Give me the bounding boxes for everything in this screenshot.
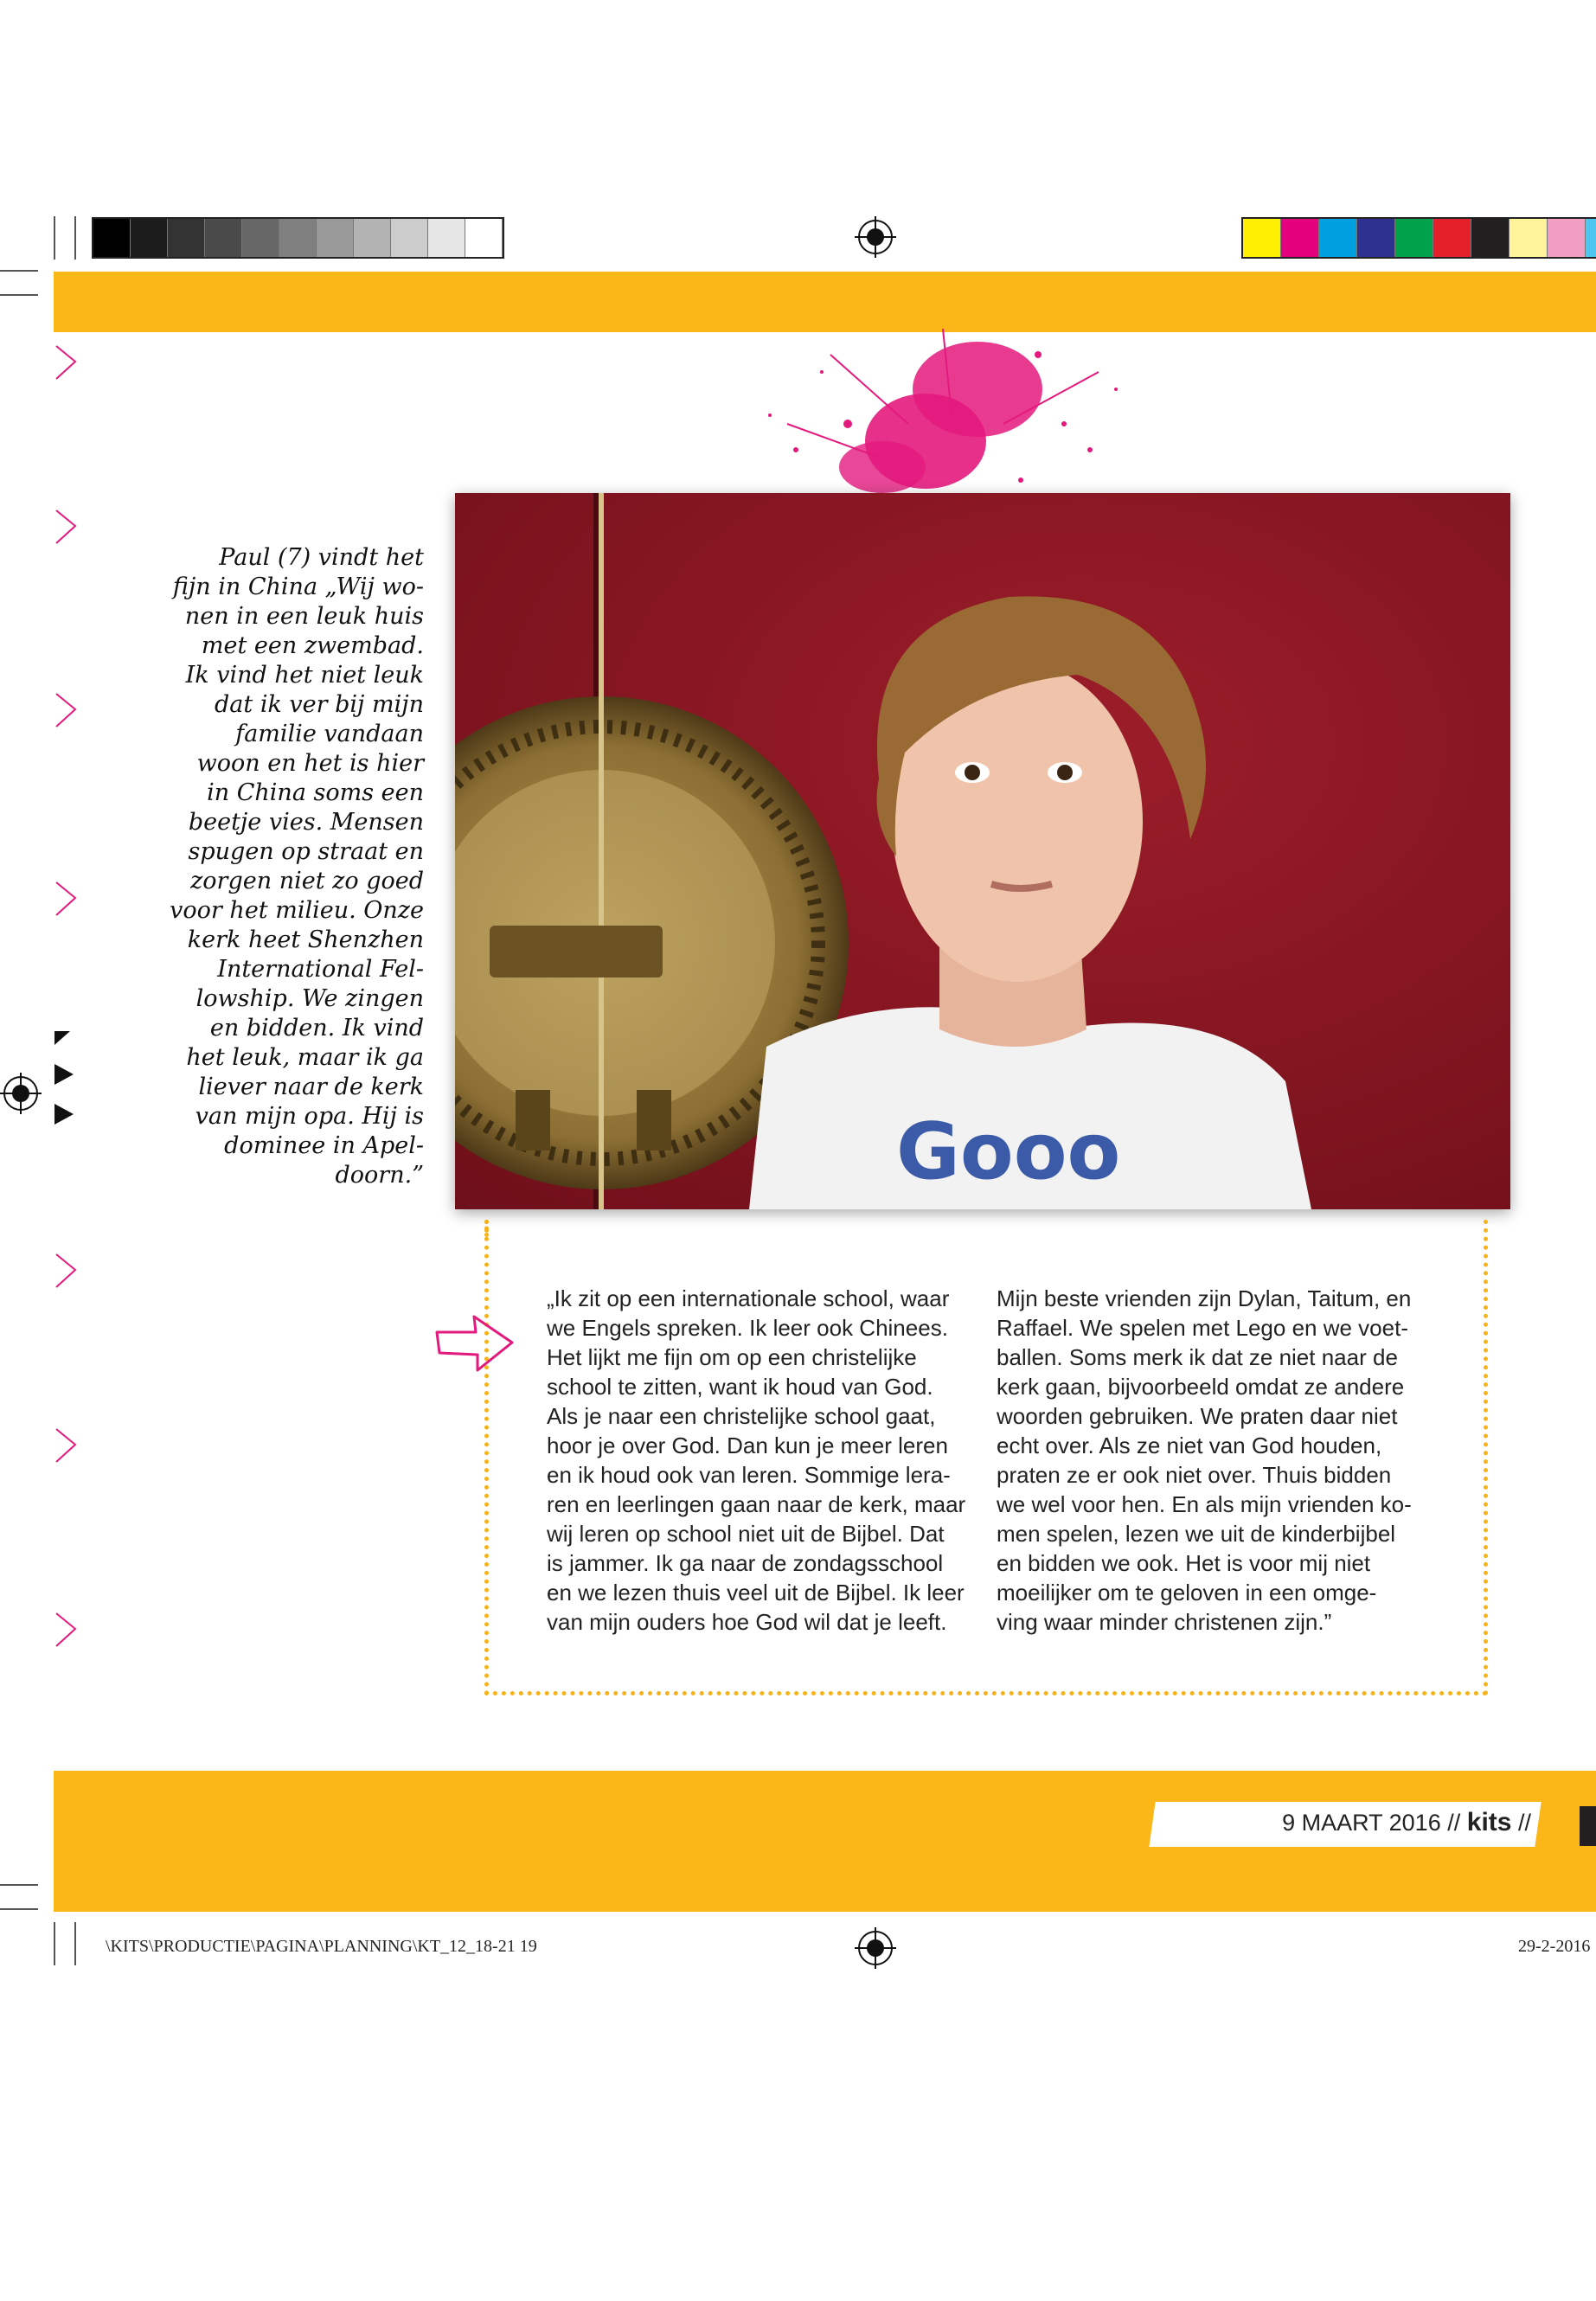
- paint-splash-decoration: [692, 320, 1176, 493]
- text-line: International Fel-: [217, 956, 424, 983]
- crop-mark: [0, 270, 38, 272]
- gray-patch: [93, 219, 131, 257]
- text-line: Raffael. We spelen met Lego en we voet-: [997, 1315, 1408, 1341]
- registration-mark-icon: [858, 1931, 893, 1965]
- text-line: Paul (7) vindt het: [219, 544, 424, 571]
- text-line: moeilijker om te geloven in een omge-: [997, 1580, 1377, 1606]
- text-line: familie vandaan: [235, 721, 424, 747]
- crop-mark: [0, 294, 38, 296]
- text-line: Ik vind het niet leuk: [185, 662, 424, 689]
- crop-mark: [74, 1922, 76, 1965]
- photo-caption: [164, 543, 424, 1190]
- text-line: we wel voor hen. En als mijn vrienden ko-: [997, 1491, 1412, 1517]
- text-line: liever naar de kerk: [198, 1074, 424, 1100]
- gray-patch: [242, 219, 279, 257]
- text-line: ving waar minder christenen zijn.”: [997, 1609, 1332, 1635]
- boy-portrait-photo: [455, 493, 1510, 1209]
- crop-mark: [54, 216, 55, 260]
- file-slug: \KITS\PRODUCTIE\PAGINA\PLANNING\KT_12_18-21 19: [106, 1937, 537, 1956]
- text-line: school te zitten, want ik houd van God.: [547, 1374, 933, 1400]
- color-patch: [1357, 219, 1395, 257]
- text-line: zorgen niet zo goed: [190, 868, 424, 894]
- text-line: nen in een leuk huis: [184, 603, 424, 630]
- text-line: in China soms een: [207, 779, 424, 806]
- gray-patch: [131, 219, 168, 257]
- text-line: hoor je over God. Dan kun je meer leren: [547, 1433, 948, 1458]
- brand-name: kits: [1466, 1808, 1512, 1836]
- color-patch: [1243, 219, 1281, 257]
- gray-patch: [465, 219, 503, 257]
- color-patch: [1281, 219, 1319, 257]
- separator: //: [1447, 1810, 1461, 1836]
- text-line: praten ze er ook niet over. Thuis bidden: [997, 1462, 1392, 1488]
- gray-patch: [317, 219, 354, 257]
- arrow-right-icon: [433, 1313, 519, 1374]
- text-line: we Engels spreken. Ik leer ook Chinees.: [547, 1315, 948, 1341]
- gray-patch: [391, 219, 428, 257]
- gray-patch: [279, 219, 317, 257]
- gray-patch: [428, 219, 465, 257]
- text-line: en bidden we ook. Het is voor mij niet: [997, 1550, 1371, 1576]
- grayscale-bar: [92, 217, 504, 259]
- text-line: en we lezen thuis veel uit de Bijbel. Ik leer: [547, 1580, 965, 1606]
- text-line: is jammer. Ik ga naar de zondagsschool: [547, 1550, 944, 1576]
- text-line: kerk gaan, bijvoorbeeld omdat ze andere: [997, 1374, 1405, 1400]
- text-line: ballen. Soms merk ik dat ze niet naar de: [997, 1344, 1398, 1370]
- text-line: met een zwembad.: [201, 632, 424, 659]
- crop-mark: [0, 1908, 38, 1910]
- text-line: voor het milieu. Onze: [170, 897, 424, 924]
- text-line: wij leren op school niet uit de Bijbel. Dat: [547, 1521, 945, 1547]
- photo-frame: [455, 493, 1510, 1209]
- color-patch: [1471, 219, 1509, 257]
- trim-marks: [48, 329, 134, 1799]
- color-patch: [1395, 219, 1433, 257]
- issue-date: 9 MAART 2016: [1282, 1810, 1441, 1836]
- color-patch: [1586, 219, 1596, 257]
- text-line: ren en leerlingen gaan naar de kerk, maar: [547, 1491, 966, 1517]
- color-patch: [1319, 219, 1357, 257]
- text-line: van mijn opa. Hij is: [195, 1103, 424, 1130]
- text-line: en ik houd ook van leren. Sommige lera-: [547, 1462, 951, 1488]
- text-line: kerk heet Shenzhen: [187, 926, 424, 953]
- gray-patch: [205, 219, 242, 257]
- registration-mark-icon: [858, 220, 893, 254]
- text-line: dat ik ver bij mijn: [215, 691, 424, 718]
- text-line: doorn.”: [335, 1162, 424, 1189]
- crop-mark: [0, 1884, 38, 1886]
- text-line: dominee in Apel-: [224, 1132, 424, 1159]
- text-line: woorden gebruiken. We praten daar niet: [997, 1403, 1398, 1429]
- page-tab-edge: [1580, 1806, 1596, 1846]
- text-line: het leuk, maar ik ga: [186, 1044, 424, 1071]
- gray-patch: [354, 219, 391, 257]
- slug-date: 29-2-2016: [1518, 1937, 1591, 1956]
- text-line: men spelen, lezen we uit de kinderbijbel: [997, 1521, 1396, 1547]
- dotted-top-left: [484, 1220, 493, 1237]
- text-line: en bidden. Ik vind: [209, 1015, 424, 1042]
- text-line: „Ik zit op een internationale school, waar: [547, 1285, 950, 1311]
- text-line: Als je naar een christelijke school gaat,: [547, 1403, 936, 1429]
- gray-patch: [168, 219, 205, 257]
- text-line: beetje vies. Mensen: [188, 809, 424, 836]
- text-line: lowship. We zingen: [195, 985, 424, 1012]
- text-line: spugen op straat en: [188, 838, 424, 865]
- shirt-print-text: Gooo: [896, 1106, 1121, 1197]
- color-patch: [1548, 219, 1586, 257]
- text-line: echt over. Als ze niet van God houden,: [997, 1433, 1382, 1458]
- text-line: van mijn ouders hoe God wil dat je leeft.: [547, 1609, 947, 1635]
- registration-mark-icon: [3, 1076, 38, 1111]
- text-line: fijn in China „Wij wo-: [172, 574, 424, 600]
- color-patch: [1433, 219, 1471, 257]
- issue-date-label: [1168, 1808, 1531, 1837]
- color-patch: [1509, 219, 1548, 257]
- color-bar: [1241, 217, 1596, 259]
- separator: //: [1517, 1810, 1531, 1836]
- text-line: Het lijkt me fijn om op een christelijke: [547, 1344, 917, 1370]
- article-column-1: [547, 1284, 971, 1637]
- crop-mark: [54, 1922, 55, 1965]
- text-line: woon en het is hier: [196, 750, 424, 777]
- crop-mark: [74, 216, 76, 260]
- text-line: Mijn beste vrienden zijn Dylan, Taitum, en: [997, 1285, 1412, 1311]
- article-column-2: [997, 1284, 1420, 1637]
